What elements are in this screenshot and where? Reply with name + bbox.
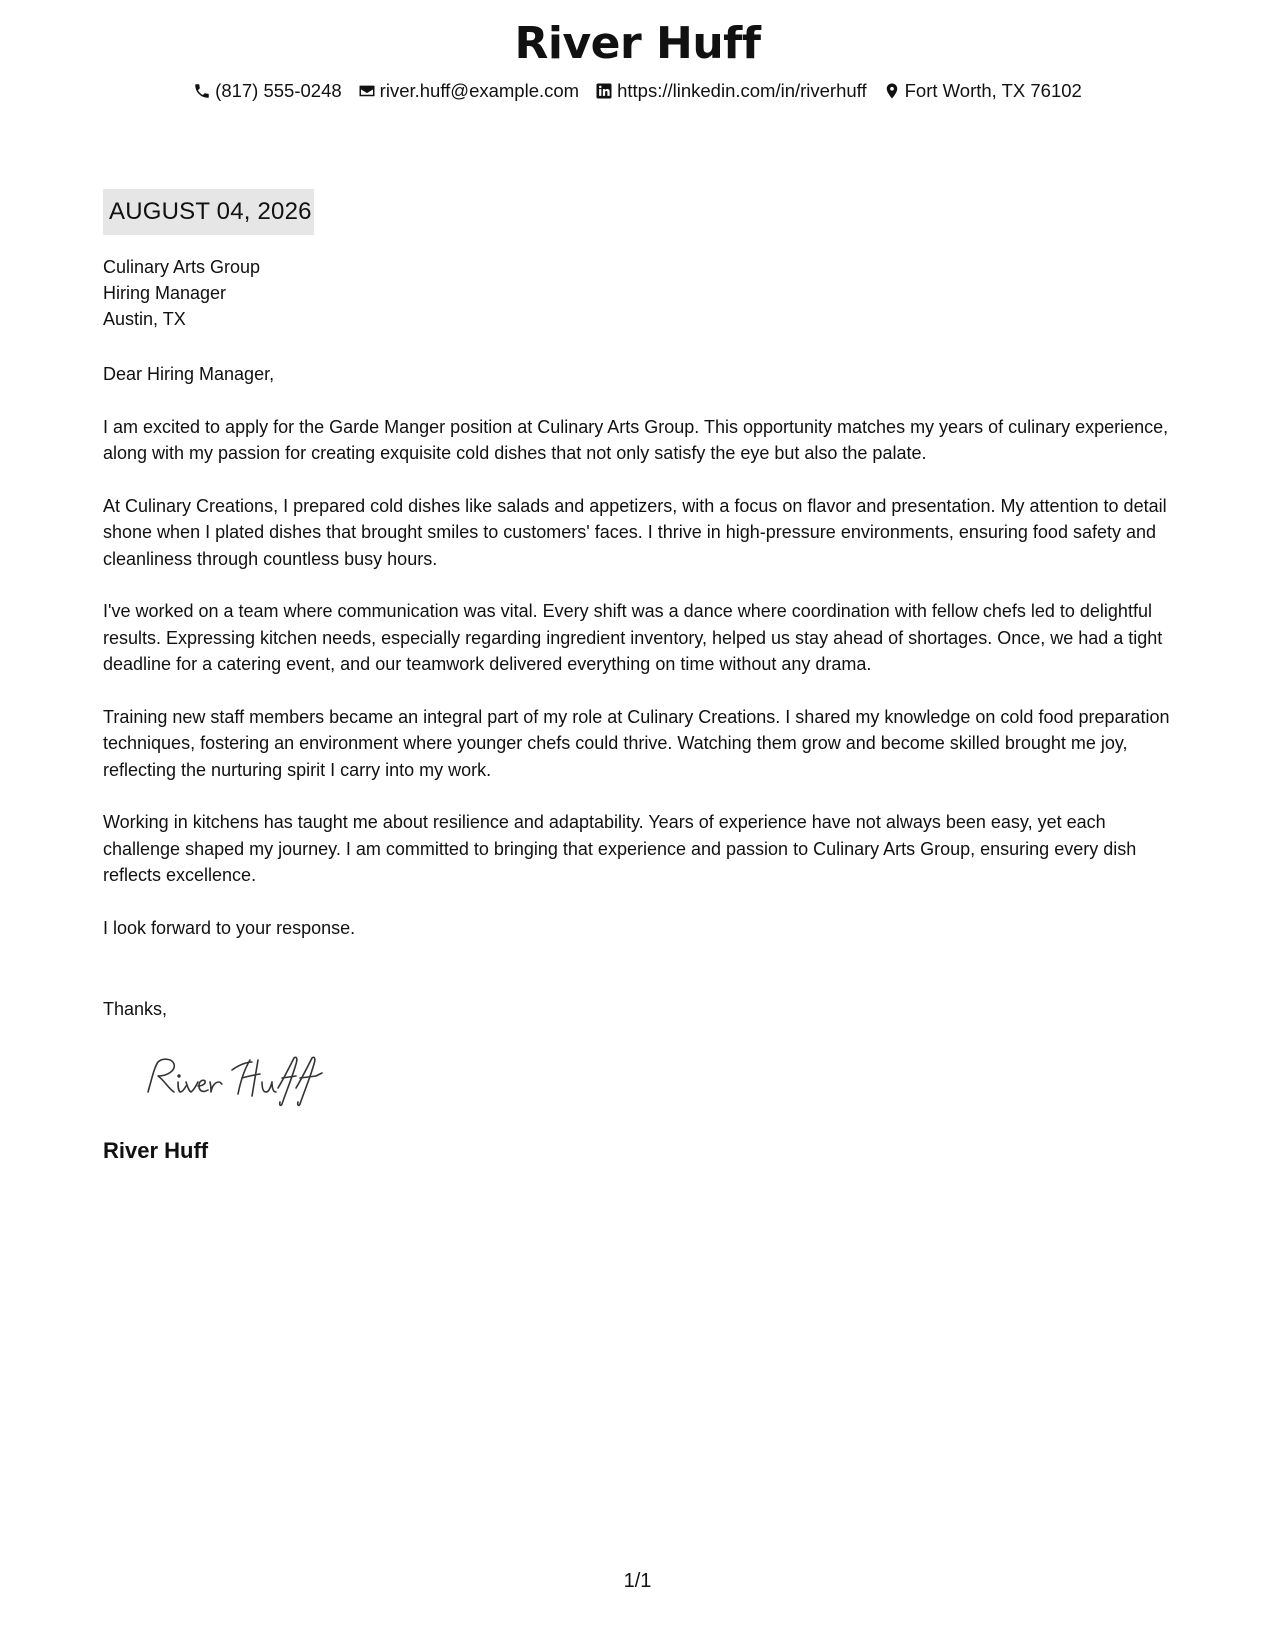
letter-date: AUGUST 04, 2026: [103, 189, 314, 235]
body-paragraph-5: Working in kitchens has taught me about resilience and adaptability. Years of experience have not always been easy, yet each challenge shaped my journey. I am committed to bringing that experience and passion to Culinary Arts Group, ensuring every dish reflects excellence.: [103, 812, 1137, 885]
body-paragraph-3: I've worked on a team where communication was vital. Every shift was a dance where coordination with fellow chefs led to delightful results. Expressing kitchen needs, especially regarding ingredient inventory, helped us stay ahead of shortages. Once, we had a tight deadline for a catering event, and our teamwork delivered everything on time without any drama.: [103, 601, 1163, 674]
email-text: river.huff@example.com: [379, 80, 580, 101]
phone-icon: [193, 82, 211, 100]
phone-text: (817) 555-0248: [215, 80, 342, 101]
envelope-icon: [358, 82, 376, 100]
linkedin-url-text: https://linkedin.com/in/riverhuff: [617, 80, 867, 101]
body-paragraph-1: I am excited to apply for the Garde Manger position at Culinary Arts Group. This opportunity matches my years of culinary experience, along with my passion for creating exquisite cold dishes that not only satisfy the eye but also the palate.: [103, 416, 1169, 463]
applicant-name-heading: River Huff: [514, 18, 761, 69]
letter-body: [103, 361, 1173, 967]
page-number: 1/1: [623, 1570, 652, 1592]
recipient-location: Austin, TX: [103, 309, 186, 329]
contact-phone: [193, 80, 342, 102]
contact-location: [883, 80, 1082, 102]
recipient-block: [103, 254, 260, 332]
recipient-title: Hiring Manager: [103, 283, 227, 303]
contact-info-row: [0, 80, 1275, 102]
contact-email: [358, 80, 579, 102]
handwritten-signature: [140, 1048, 340, 1108]
linkedin-icon: [595, 82, 613, 100]
signer-name: River Huff: [103, 1138, 209, 1163]
recipient-company: Culinary Arts Group: [103, 257, 261, 277]
body-paragraph-2: At Culinary Creations, I prepared cold dishes like salads and appetizers, with a focus on flavor and presentation. My attention to detail shone when I plated dishes that brought smiles to customers' faces. I thrive in high-pressure environments, ensuring food safety and cleanliness through countless busy hours.: [103, 495, 1167, 569]
salutation: Dear Hiring Manager,: [103, 364, 275, 384]
closing-line: I look forward to your response.: [103, 917, 356, 938]
sign-off: Thanks,: [103, 999, 168, 1019]
map-marker-icon: [883, 82, 901, 100]
location-text: Fort Worth, TX 76102: [904, 80, 1082, 101]
body-paragraph-4: Training new staff members became an integral part of my role at Culinary Creations. I shared my knowledge on cold food preparation techniques, fostering an environment where younger chefs could thrive. Watching them grow and become skilled brought me joy, reflecting the nurturing spirit I carry into my work.: [103, 706, 1170, 780]
contact-linkedin: [595, 80, 867, 102]
